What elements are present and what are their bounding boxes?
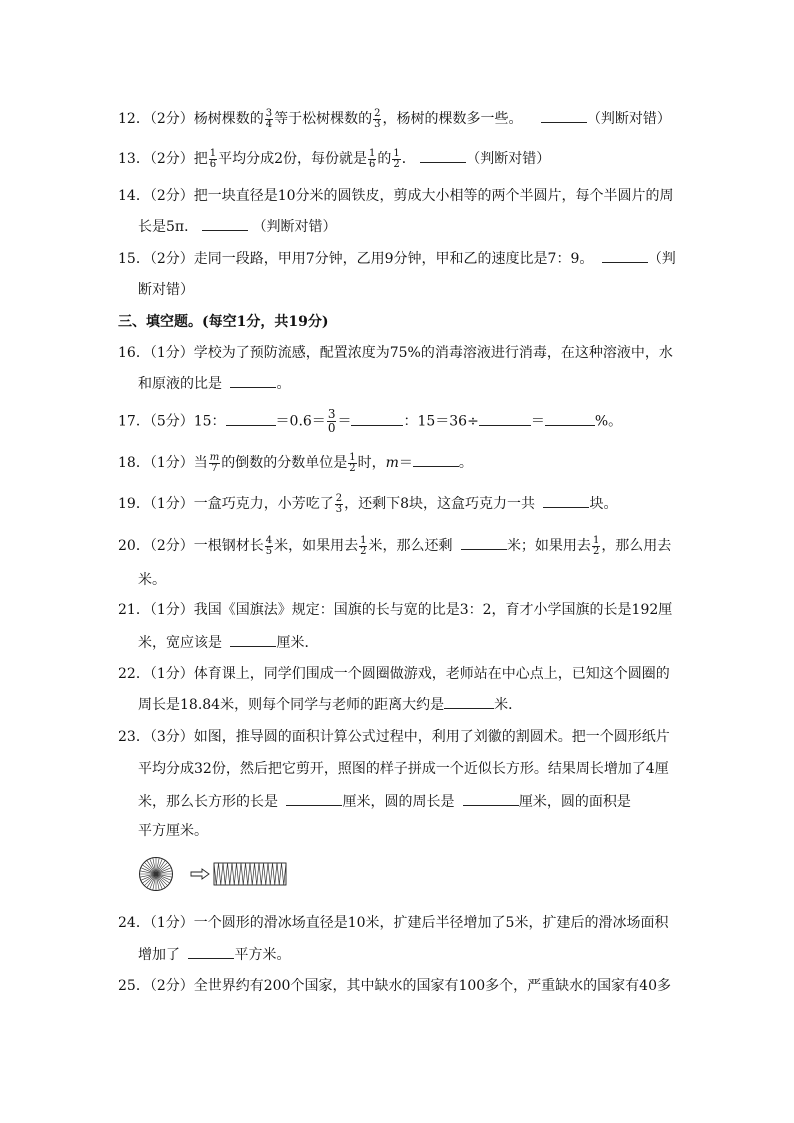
answer-blank[interactable] bbox=[286, 791, 342, 806]
fraction bbox=[348, 453, 356, 474]
denominator: 2 bbox=[592, 545, 600, 557]
question-13 bbox=[118, 148, 550, 170]
fraction bbox=[265, 536, 273, 557]
denominator: 2 bbox=[349, 462, 356, 474]
question-15-line-2: 断对错） bbox=[138, 282, 194, 298]
numerator: 3 bbox=[265, 107, 273, 119]
fraction bbox=[359, 536, 367, 557]
question-23-line-4: 平方厘米。 bbox=[138, 823, 208, 839]
answer-blank[interactable] bbox=[230, 632, 276, 647]
q22-text: 周长是18.84米，则每个同学与老师的距离大约是 bbox=[138, 697, 445, 713]
judge-hint: （判断对错） bbox=[252, 219, 337, 235]
q23-text: 厘米，圆的面积是 bbox=[518, 794, 631, 810]
q20-text: 20．（2分）一根钢材长 bbox=[118, 538, 264, 554]
q22-text: 米． bbox=[494, 697, 523, 713]
numerator: 1 bbox=[209, 147, 217, 159]
question-14-line-1: 14．（2分）把一块直径是10分米的圆铁皮，剪成大小相等的两个半圆片，每个半圆片的周 bbox=[118, 188, 674, 204]
question-21-line-2 bbox=[138, 632, 318, 653]
question-14-line-2 bbox=[138, 216, 337, 237]
numerator: 4 bbox=[265, 534, 273, 546]
answer-blank[interactable] bbox=[413, 452, 459, 467]
answer-blank[interactable] bbox=[461, 535, 507, 550]
numerator: 1 bbox=[592, 534, 600, 546]
question-23-line-1: 23．（3分）如图，推导圆的面积计算公式过程中，利用了刘徽的割圆术。把一个圆形纸片 bbox=[118, 729, 670, 745]
question-16-line-1: 16．（1分）学校为了预防流感，配置浓度为75%的消毒溶液进行消毒，在这种溶液中，水 bbox=[118, 345, 673, 361]
numerator: 3 bbox=[327, 407, 336, 421]
answer-blank[interactable] bbox=[545, 411, 595, 426]
q20-text: 米，那么还剩 bbox=[368, 538, 453, 554]
q16-text: 。 bbox=[276, 376, 291, 392]
q13-text: ． bbox=[401, 151, 416, 167]
answer-blank[interactable] bbox=[226, 411, 276, 426]
judge-hint: （判断对错） bbox=[586, 111, 671, 127]
q16-text: 和原液的比是 bbox=[138, 376, 222, 392]
numerator: 1 bbox=[393, 147, 400, 159]
denominator: 6 bbox=[369, 158, 376, 170]
q23-text: 米，那么长方形的长是 bbox=[138, 794, 278, 810]
q17-text: ＝0.6＝ bbox=[275, 413, 326, 430]
question-23-line-3 bbox=[138, 791, 631, 812]
right-arrow-icon bbox=[191, 869, 209, 879]
denominator: 3 bbox=[335, 503, 343, 515]
fraction bbox=[592, 536, 600, 557]
denominator: 2 bbox=[393, 158, 400, 170]
q13-text: 13．（2分）把 bbox=[118, 151, 208, 167]
denominator: 4 bbox=[265, 118, 273, 130]
q18-text: 。 bbox=[458, 455, 473, 471]
q18-text: 时， bbox=[357, 455, 386, 471]
judge-hint: （判断对错） bbox=[466, 151, 551, 167]
denominator: 3 bbox=[374, 118, 381, 130]
q15-text: 15．（2分）走同一段路，甲用7分钟，乙用9分钟，甲和乙的速度比是7：9。 bbox=[118, 251, 594, 267]
numerator: m bbox=[209, 451, 220, 463]
question-16-line-2 bbox=[138, 373, 290, 394]
question-22-line-2 bbox=[138, 694, 522, 715]
q19-text: 块。 bbox=[589, 496, 618, 512]
q17-text: 17．（5分）15： bbox=[118, 413, 226, 430]
q18-text: 的倒数的分数单位是 bbox=[221, 455, 348, 471]
fraction bbox=[392, 149, 400, 170]
numerator: 2 bbox=[374, 107, 381, 119]
denominator: 5 bbox=[265, 545, 273, 557]
question-24-line-1: 24．（1分）一个圆形的滑冰场直径是10米，扩建后半径增加了5米，扩建后的滑冰场面积 bbox=[118, 915, 669, 931]
variable-m: m bbox=[385, 455, 399, 471]
answer-blank[interactable] bbox=[541, 108, 587, 123]
fraction bbox=[368, 149, 376, 170]
question-22-line-1: 22．（1分）体育课上，同学们围成一个圆圈做游戏，老师站在中心点上，已知这个圆圈的 bbox=[118, 666, 670, 682]
question-18 bbox=[118, 452, 473, 474]
question-25-line-1: 25．（2分）全世界约有200个国家，其中缺水的国家有100多个，严重缺水的国家有40多 bbox=[118, 978, 671, 994]
numerator: 1 bbox=[360, 534, 367, 546]
q19-text: 19．（1分）一盒巧克力，小芳吃了 bbox=[118, 496, 334, 512]
fraction bbox=[335, 494, 343, 515]
q20-text: 米；如果用去 bbox=[506, 538, 591, 554]
q24-text: 增加了 bbox=[138, 947, 180, 963]
answer-blank[interactable] bbox=[602, 248, 648, 263]
q24-text: 平方米。 bbox=[234, 947, 291, 963]
denominator: 0 bbox=[327, 421, 336, 435]
q18-text: ＝ bbox=[398, 455, 413, 471]
question-19 bbox=[118, 493, 617, 515]
fraction bbox=[265, 109, 273, 130]
question-24-line-2 bbox=[138, 944, 290, 965]
section-heading: 三、填空题。(每空1分，共19分) bbox=[118, 314, 329, 330]
q21-text: 米，宽应该是 bbox=[138, 635, 222, 651]
q12-text: 等于松树棵数的 bbox=[274, 111, 373, 127]
q19-text: ，还剩下8块，这盒巧克力一共 bbox=[344, 496, 536, 512]
question-12 bbox=[118, 108, 671, 130]
answer-blank[interactable] bbox=[543, 493, 589, 508]
q13-text: 的 bbox=[377, 151, 392, 167]
question-23-line-2: 平均分成32份，然后把它剪开，照图的样子拼成一个近似长方形。结果周长增加了4厘 bbox=[138, 761, 669, 777]
q23-text: 厘米，圆的周长是 bbox=[342, 794, 455, 810]
numerator: 1 bbox=[349, 451, 356, 463]
q20-text: ，那么用去 bbox=[601, 538, 672, 554]
fraction bbox=[327, 408, 337, 435]
q17-text: %。 bbox=[594, 413, 623, 430]
fraction bbox=[373, 109, 381, 130]
answer-blank[interactable] bbox=[479, 411, 531, 426]
q21-text: 厘米． bbox=[276, 635, 319, 651]
denominator: 7 bbox=[211, 462, 218, 474]
answer-blank[interactable] bbox=[202, 216, 248, 231]
q12-text: ，杨树的棵数多一些。 bbox=[382, 111, 523, 127]
approximate-rectangle bbox=[214, 863, 286, 885]
q18-text: 18．（1分）当 bbox=[118, 455, 208, 471]
q17-text: ＝ bbox=[530, 413, 545, 430]
answer-blank[interactable] bbox=[420, 148, 466, 163]
question-20-line-2: 米。 bbox=[138, 572, 166, 588]
q20-text: 米，如果用去 bbox=[274, 538, 359, 554]
q17-text: ：15＝36÷ bbox=[403, 413, 479, 430]
numerator: 1 bbox=[369, 147, 376, 159]
q17-text: ＝ bbox=[337, 413, 352, 430]
q13-text: 平均分成2份，每份就是 bbox=[218, 151, 368, 167]
answer-blank[interactable] bbox=[188, 944, 234, 959]
circle-to-rectangle-figure bbox=[136, 852, 296, 896]
q14-text: 长是5π． bbox=[138, 219, 199, 235]
denominator: 6 bbox=[209, 158, 217, 170]
judge-hint: （判 bbox=[647, 251, 676, 267]
answer-blank[interactable] bbox=[230, 373, 276, 388]
numerator: 2 bbox=[335, 492, 343, 504]
fraction bbox=[209, 149, 217, 170]
q12-text: 12．（2分）杨树棵数的 bbox=[118, 111, 264, 127]
question-21-line-1: 21．（1分）我国《国旗法》规定：国旗的长与宽的比是3：2，育才小学国旗的长是192厘 bbox=[118, 602, 673, 618]
answer-blank[interactable] bbox=[351, 411, 403, 426]
fraction bbox=[209, 453, 220, 474]
denominator: 2 bbox=[360, 545, 367, 557]
question-15-line-1 bbox=[118, 248, 676, 269]
question-20-line-1 bbox=[118, 535, 671, 557]
answer-blank[interactable] bbox=[463, 791, 519, 806]
sectored-circle bbox=[140, 858, 173, 891]
answer-blank[interactable] bbox=[444, 694, 494, 709]
question-17 bbox=[118, 408, 622, 435]
